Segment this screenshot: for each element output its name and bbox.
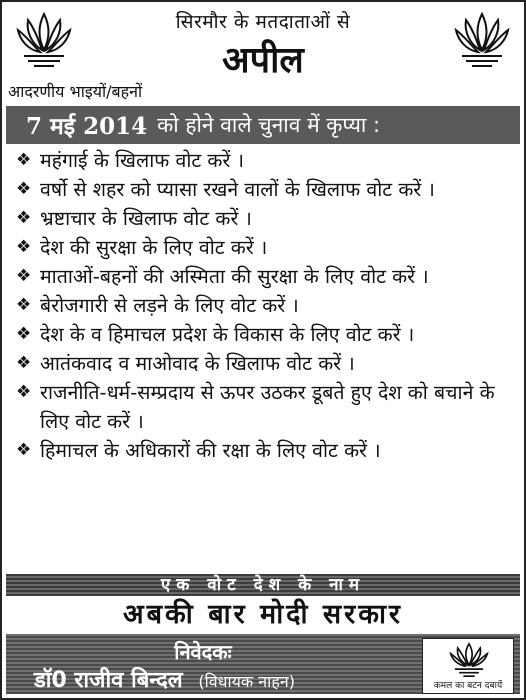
banner-text: को होने वाले चुनाव में कृप्या : [157, 113, 381, 137]
appeal-text: महंगाई के खिलाफ वोट करें । [40, 149, 244, 172]
main-slogan: अबकी बार मोदी सरकार [123, 599, 403, 630]
party-logo [422, 638, 514, 694]
election-date: 7 मई 2014 [26, 113, 148, 140]
appeal-text: बेरोजगारी से लड़ने के लिए वोट करें । [40, 294, 299, 317]
top-line: सिरमौर के मतदाताओं से [175, 11, 351, 33]
bullet-icon: ❖ [16, 150, 32, 170]
appeal-text: हिमाचल के अधिकारों की रक्षा के लिए वोट करें । [40, 439, 381, 462]
bullet-icon: ❖ [16, 208, 32, 228]
presenter-name-line [34, 664, 295, 694]
list-item [6, 204, 520, 233]
appeal-text: देश के व हिमाचल प्रदेश के विकास के लिए वोट करें । [40, 323, 415, 346]
appeal-text: आतंकवाद व माओवाद के खिलाफ वोट करें । [40, 352, 355, 375]
list-item [6, 146, 520, 175]
appeal-list [6, 146, 520, 465]
appeal-text: राजनीति-धर्म-सम्प्रदाय से ऊपर उठकर डूबते हुए देश को बचाने के लिए वोट करें । [40, 381, 495, 433]
appeal-text: देश की सुरक्षा के लिए वोट करें । [40, 236, 268, 259]
bullet-icon: ❖ [16, 179, 32, 199]
presenter-label: निवेदकः [174, 640, 232, 664]
bullet-icon: ❖ [16, 440, 32, 460]
slogan-bar: एक वोट देश के नाम [6, 574, 520, 596]
bullet-icon: ❖ [16, 295, 32, 315]
page-title: अपील [222, 40, 304, 81]
salutation: आदरणीय भाइयों/बहनों [8, 82, 143, 101]
list-item [6, 233, 520, 262]
list-item [6, 175, 520, 204]
appeal-text: भ्रष्टाचार के खिलाफ वोट करें । [40, 207, 252, 230]
lotus-icon [446, 641, 492, 679]
bullet-icon: ❖ [16, 353, 32, 373]
bullet-icon: ❖ [16, 382, 32, 402]
bullet-icon: ❖ [16, 266, 32, 286]
list-item [6, 262, 520, 291]
bullet-icon: ❖ [16, 324, 32, 344]
list-item [6, 320, 520, 349]
election-banner [6, 106, 520, 144]
list-item [6, 349, 520, 378]
logo-caption: कमल का बटन दबायें [433, 681, 503, 691]
presenter-title: (विधायक नाहन) [198, 672, 295, 691]
list-item [6, 378, 520, 436]
appeal-text: माताओं-बहनों की अस्मिता की सुरक्षा के लिए वोट करें । [40, 265, 429, 288]
appeal-text: वर्षो से शहर को प्यासा रखने वालों के खिलाफ वोट करें । [40, 178, 435, 201]
presenter-name: डॉ0 राजीव बिन्दल [34, 668, 183, 693]
list-item [6, 436, 520, 465]
footer [6, 634, 520, 694]
bullet-icon: ❖ [16, 237, 32, 257]
list-item [6, 291, 520, 320]
